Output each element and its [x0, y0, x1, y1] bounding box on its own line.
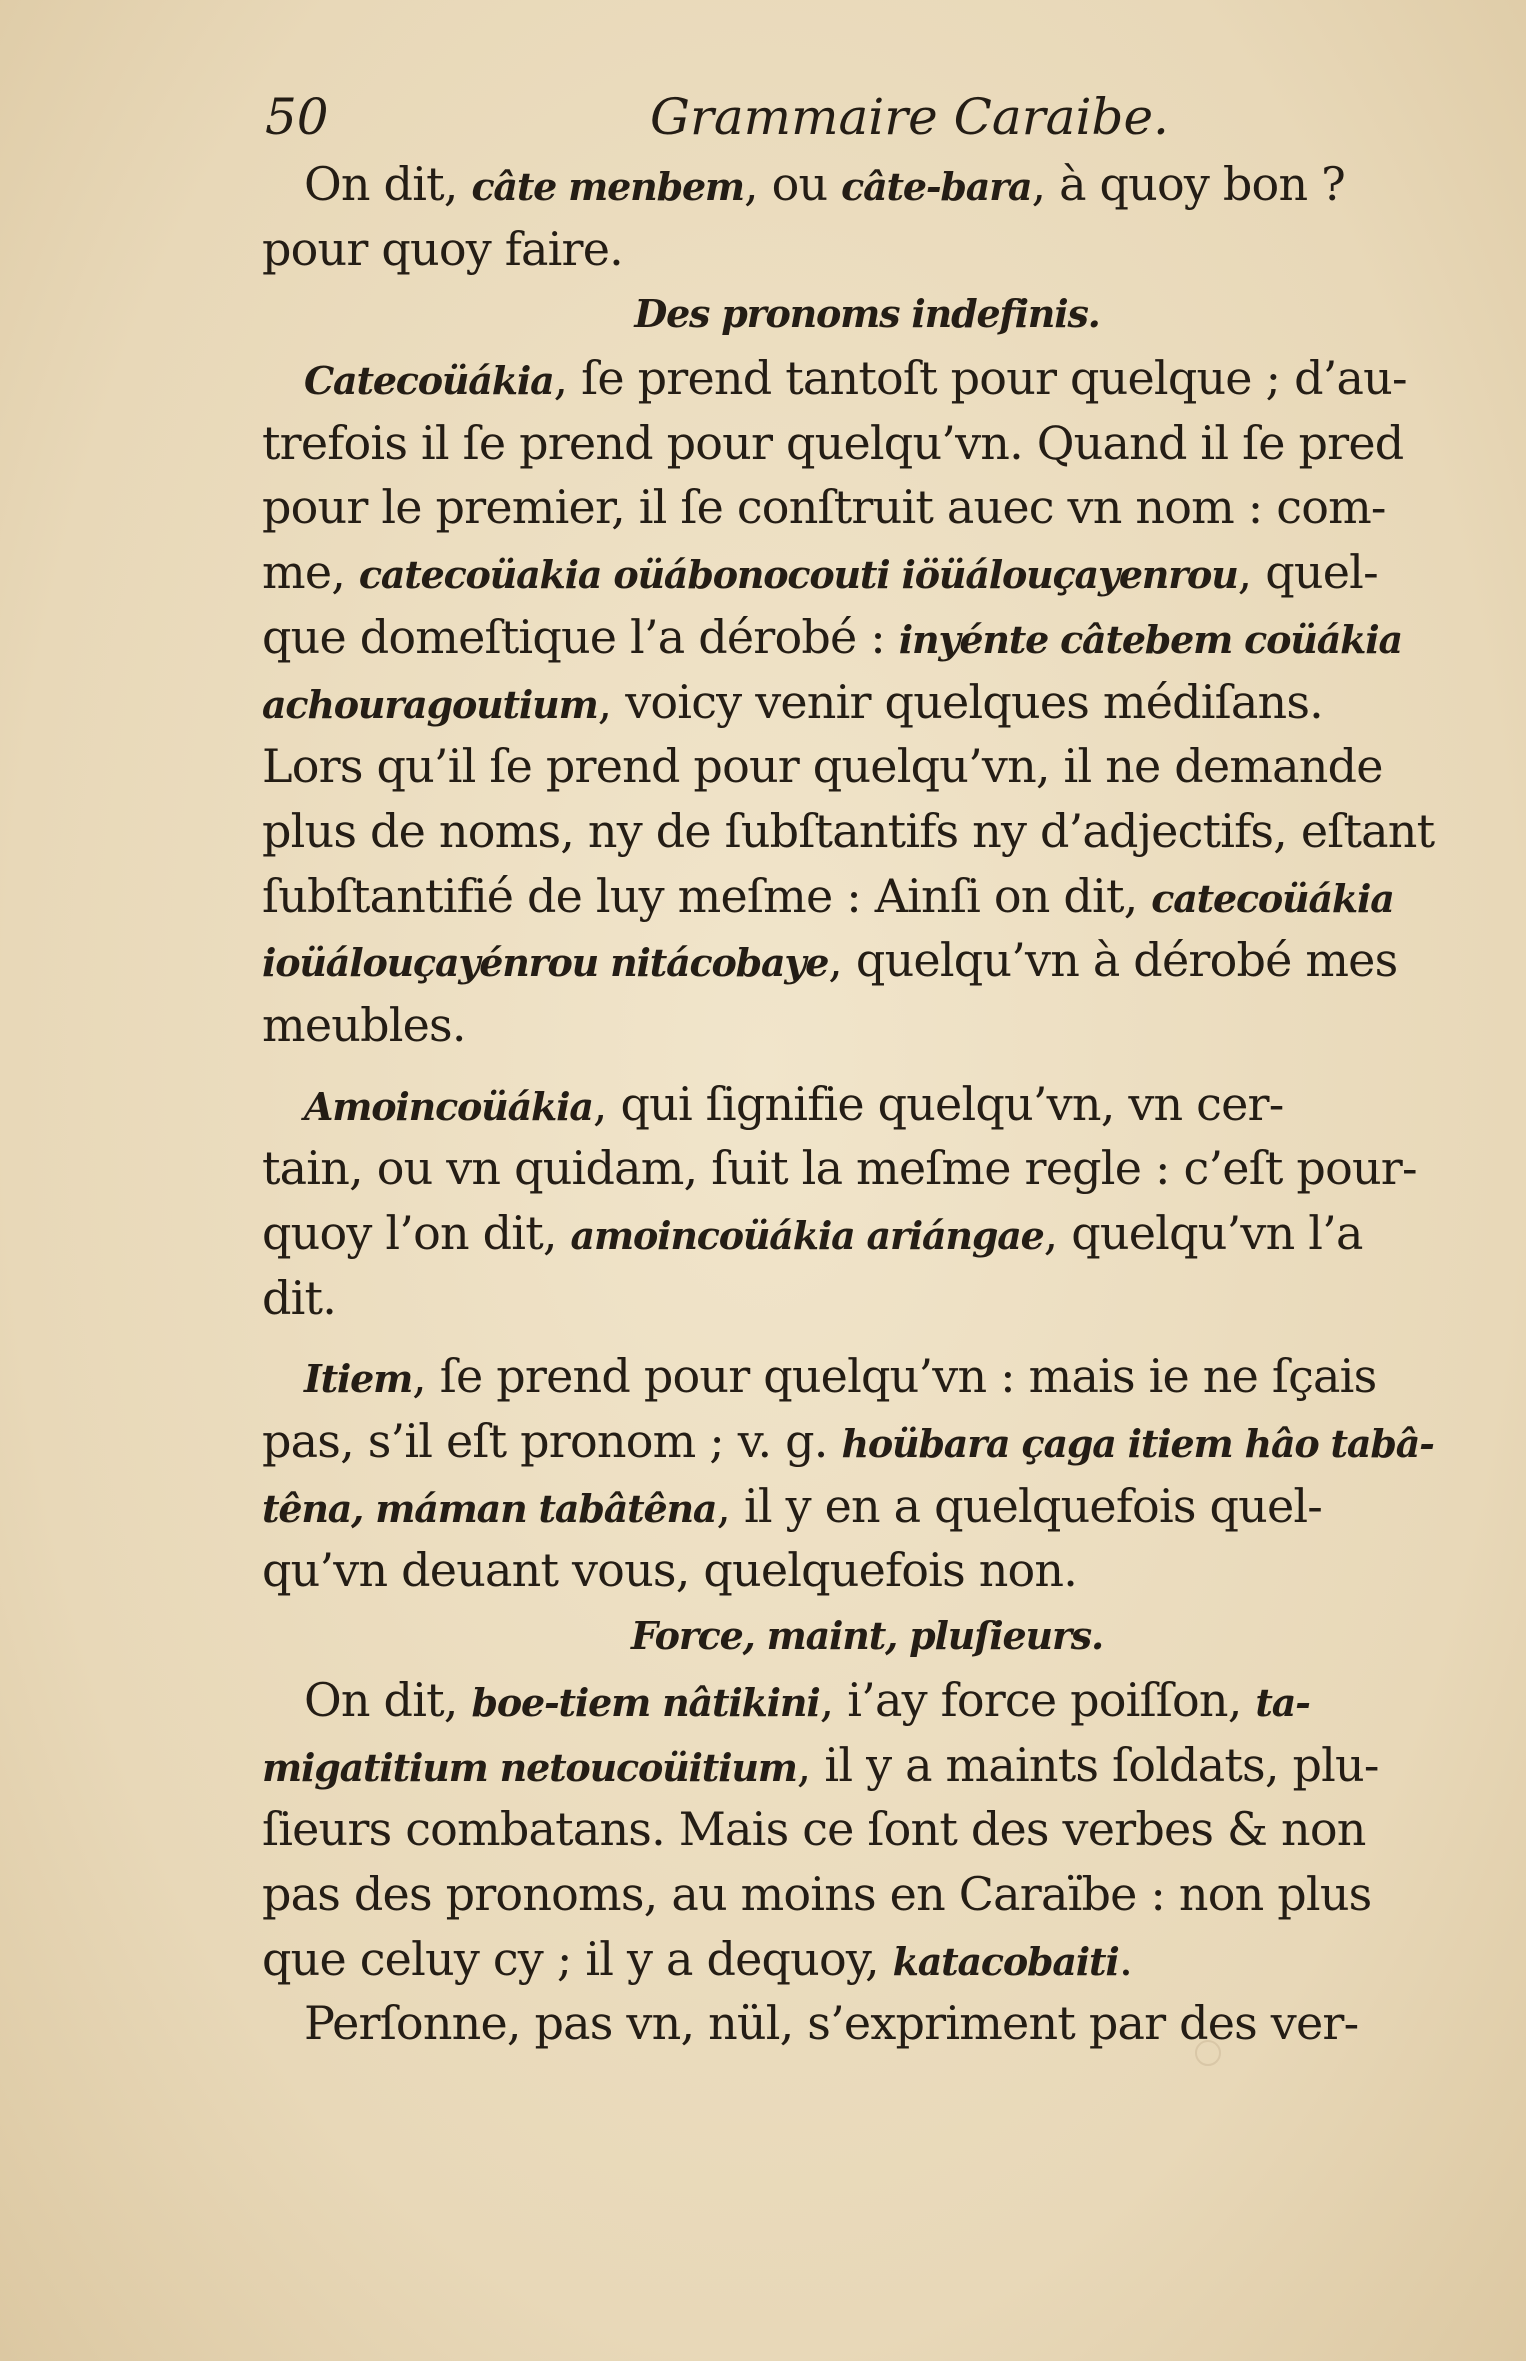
text-line: [262, 346, 1472, 411]
text-line: [262, 217, 1472, 282]
text-segment: plus de noms, ny de ſubſtantifs ny d’adjectifs, eſtant: [262, 803, 1435, 858]
caribbean-term: Des pronoms indefinis.: [634, 291, 1100, 337]
text-line: [262, 1668, 1472, 1733]
text-segment: , voicy venir quelques médiſans.: [597, 674, 1323, 729]
paper-stain: [1195, 2040, 1221, 2066]
text-line: [262, 1538, 1472, 1603]
text-line: [262, 799, 1472, 864]
caribbean-term: ioüálouçayénrou nitácobaye: [262, 940, 829, 986]
text-line: [262, 1797, 1472, 1862]
text-segment: pour quoy faire.: [262, 221, 623, 276]
page-text: [262, 152, 1472, 2056]
caribbean-term: migatitium netoucoüitium: [262, 1744, 797, 1790]
text-line: [262, 540, 1472, 605]
text-line: [262, 1266, 1472, 1331]
text-segment: , i’ay force poiſſon,: [819, 1672, 1256, 1727]
text-segment: ſubſtantifié de luy meſme : Ainſi on dit,: [262, 868, 1152, 923]
text-line: [262, 993, 1472, 1058]
caribbean-term: amoincoüákia ariángae: [570, 1213, 1044, 1258]
text-segment: , à quoy bon ?: [1031, 157, 1345, 211]
text-segment: que celuy cy ; il y a dequoy,: [262, 1931, 893, 1986]
text-segment: Lors qu’il ſe prend pour quelqu’vn, il ne demande: [262, 739, 1383, 794]
text-segment: que domeſtique l’a dérobé :: [262, 609, 899, 664]
text-segment: .: [1118, 1931, 1133, 1986]
paragraph-gap: [262, 1058, 1472, 1072]
text-line: [262, 864, 1472, 929]
text-line: [262, 1927, 1472, 1992]
text-segment: , quelqu’vn à dérobé mes: [828, 933, 1398, 988]
text-line: [262, 1201, 1472, 1266]
text-segment: qu’vn deuant vous, quelquefois non.: [262, 1543, 1078, 1598]
text-line: [262, 475, 1472, 540]
text-segment: dit.: [262, 1270, 337, 1325]
caribbean-term: Amoincoüákia: [304, 1083, 593, 1129]
text-segment: me,: [262, 545, 359, 600]
text-segment: pas, s’il eſt pronom ; v. g.: [262, 1414, 842, 1469]
caribbean-term: câte-bara: [841, 164, 1032, 209]
text-line: [262, 670, 1472, 735]
caribbean-term: katacobaiti: [892, 1938, 1119, 1984]
caribbean-term: hoübara çaga itiem hâo tabâ-: [841, 1421, 1434, 1467]
caribbean-term: Catecoüákia: [304, 358, 554, 404]
page-header: [265, 88, 1475, 158]
text-segment: , quelqu’vn l’a: [1043, 1206, 1363, 1260]
running-title: Grammaire Caraibe.: [650, 88, 1169, 146]
text-line: [262, 1344, 1472, 1409]
caribbean-term: câte menbem: [471, 164, 744, 209]
text-segment: , qui ſignifie quelqu’vn, vn cer-: [592, 1076, 1284, 1131]
text-line: [262, 734, 1472, 799]
text-line: [262, 1991, 1472, 2056]
text-segment: quoy l’on dit,: [262, 1206, 571, 1260]
text-segment: , ſe prend pour quelqu’vn : mais ie ne ſçais: [412, 1349, 1377, 1404]
text-line: [262, 1733, 1472, 1798]
caribbean-term: catecoüákia: [1151, 875, 1394, 921]
text-segment: , ſe prend tantoſt pour quelque ; d’au-: [553, 351, 1407, 406]
caribbean-term: achouragoutium: [262, 681, 598, 727]
text-segment: , ou: [743, 157, 842, 211]
text-line: [262, 152, 1472, 217]
text-segment: ſieurs combatans. Mais ce ſont des verbes & non: [262, 1802, 1366, 1857]
caribbean-term: boe-tiem nâtikini: [471, 1679, 820, 1725]
text-line: [262, 1136, 1472, 1201]
text-line: [262, 411, 1472, 476]
paragraph-gap: [262, 1330, 1472, 1344]
text-segment: pas des pronoms, au moins en Caraïbe : non plus: [262, 1866, 1372, 1921]
caribbean-term: catecoüakia oüábonocouti iöüálouçayenrou: [358, 552, 1238, 598]
text-segment: tain, ou vn quidam, ſuit la meſme regle : c’eſt pour-: [262, 1141, 1417, 1196]
text-segment: , quel-: [1237, 545, 1378, 600]
caribbean-term: inyénte câtebem coüákia: [898, 616, 1402, 662]
caribbean-term: têna, máman tabâtêna: [262, 1485, 717, 1531]
text-line: [262, 605, 1472, 670]
caribbean-term: ta-: [1255, 1679, 1310, 1725]
section-heading: [262, 1603, 1472, 1668]
caribbean-term: Force, maint, pluſieurs.: [630, 1613, 1103, 1659]
text-segment: pour le premier, il ſe conſtruit auec vn nom : com-: [262, 480, 1386, 535]
caribbean-term: Itiem: [304, 1356, 413, 1402]
text-line: [262, 1862, 1472, 1927]
text-segment: On dit,: [304, 157, 472, 211]
text-segment: , il y en a quelquefois quel-: [716, 1478, 1323, 1533]
page-number: 50: [265, 88, 329, 146]
text-line: [262, 1409, 1472, 1474]
text-segment: , il y a maints ſoldats, plu-: [796, 1737, 1379, 1792]
text-segment: On dit,: [304, 1672, 472, 1727]
text-segment: meubles.: [262, 997, 466, 1052]
text-segment: Perſonne, pas vn, nül, s’expriment par des ver-: [304, 1996, 1359, 2051]
text-line: [262, 1072, 1472, 1137]
text-segment: trefois il ſe prend pour quelqu’vn. Quand il ſe pred: [262, 415, 1404, 470]
text-line: [262, 1474, 1472, 1539]
text-line: [262, 928, 1472, 993]
section-heading: [262, 281, 1472, 346]
